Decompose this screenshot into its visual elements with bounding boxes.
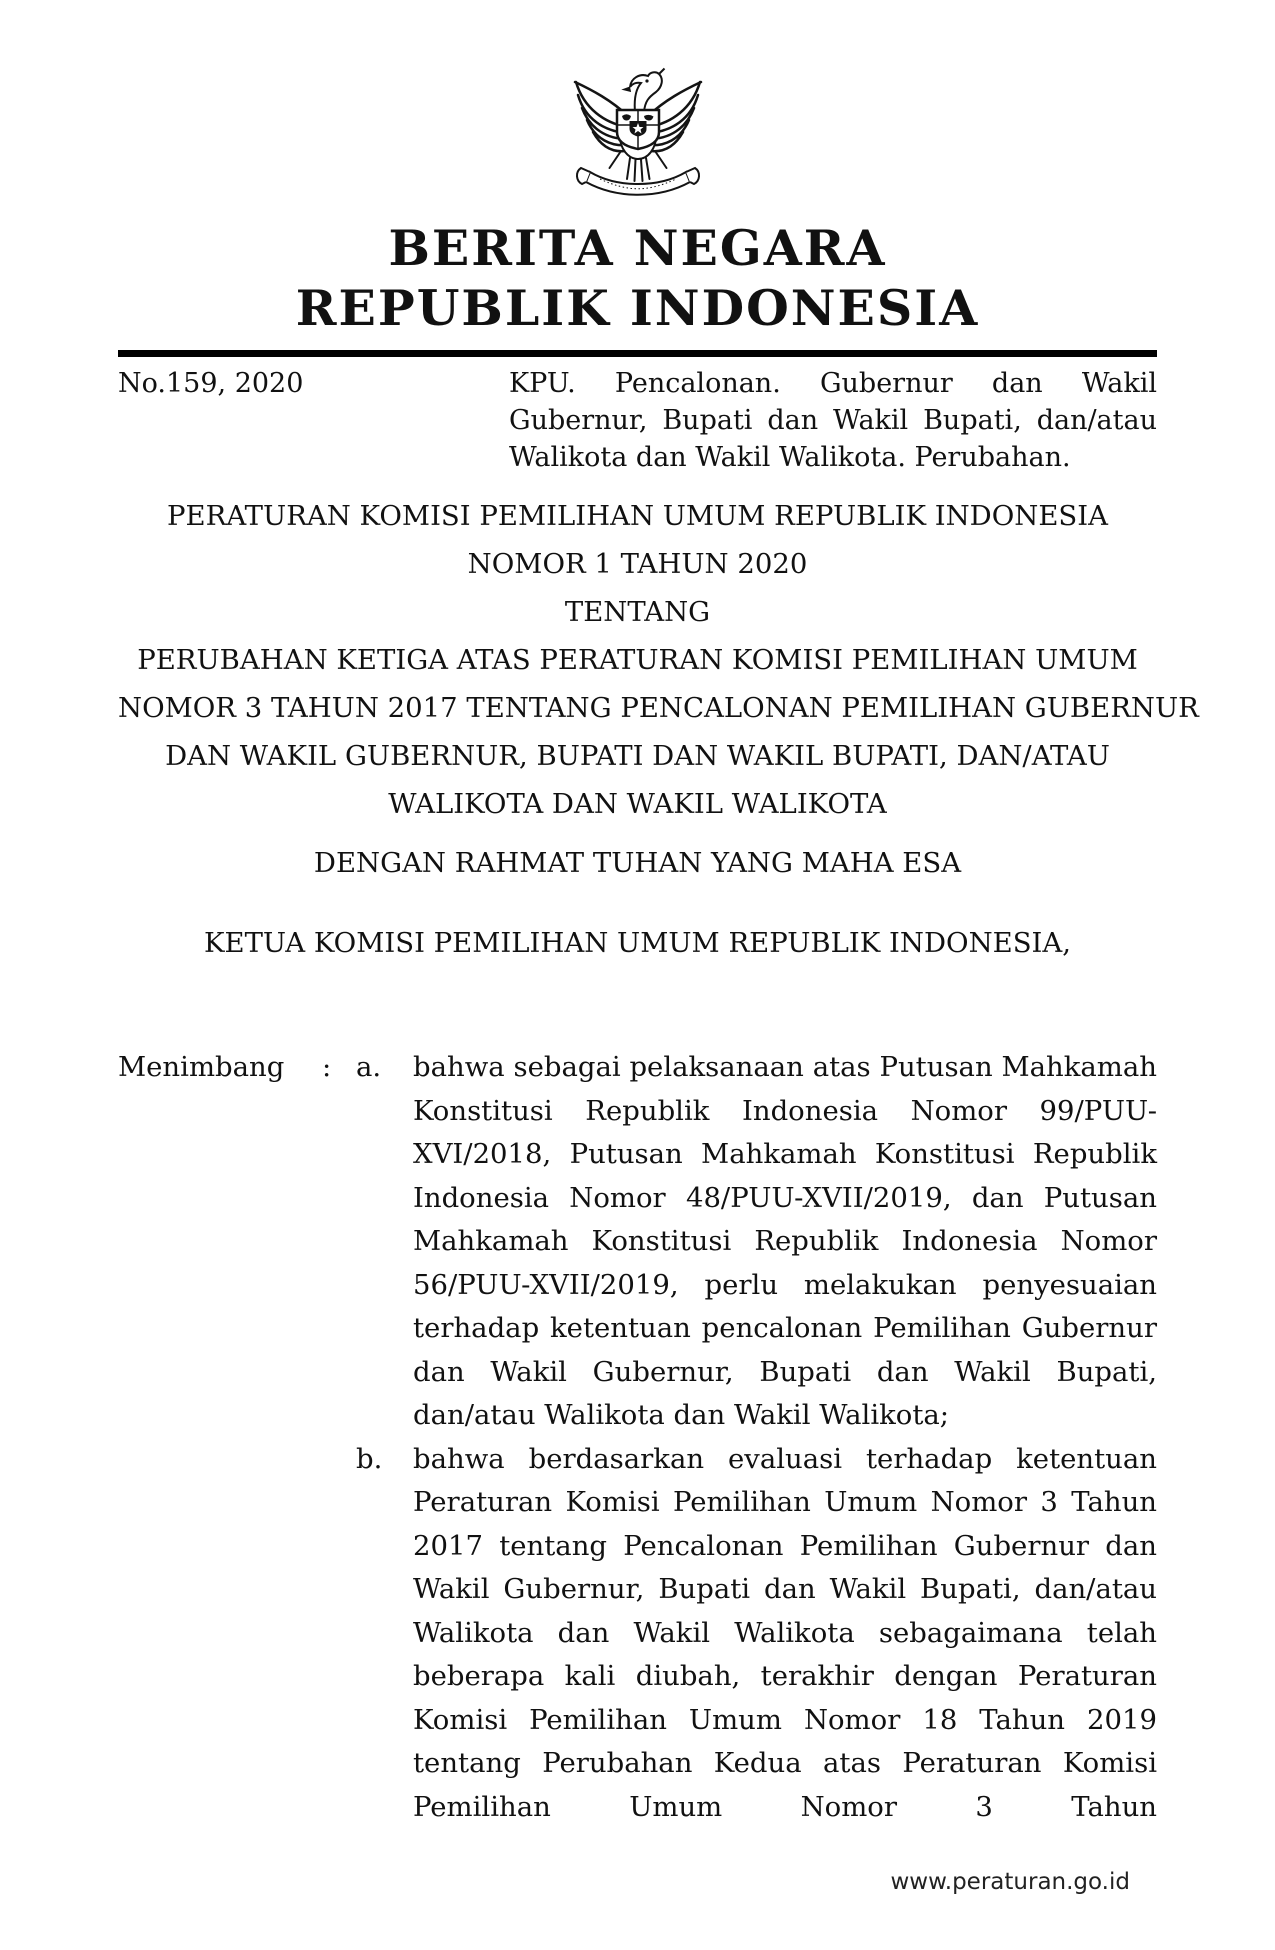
considerations-label: Menimbang (118, 1051, 285, 1083)
masthead-title-line2: REPUBLIK INDONESIA (295, 279, 980, 337)
masthead-title-line1: BERITA NEGARA (388, 219, 887, 277)
regulation-title-line: DAN WAKIL GUBERNUR, BUPATI DAN WAKIL BUPATI, DAN/ATAU (165, 740, 1110, 772)
footer-url: www.peraturan.go.id (890, 1869, 1130, 1895)
regulation-title-block (118, 492, 1199, 828)
regulation-title-line: NOMOR 3 TAHUN 2017 TENTANG PENCALONAN PEMILIHAN GUBERNUR (118, 692, 1199, 724)
consideration-item-text: bahwa berdasarkan evaluasi terhadap ketentuan Peraturan Komisi Pemilihan Umum Nomor 3 Tahun 2017 tentang Pencalonan Pemilihan Gubernur dan Wakil Gubernur, Bupati dan Wakil Bupati, dan/atau Walikota dan Wakil Walikota sebagaimana telah beberapa kali diubah, terakhir dengan Peraturan Komisi Pemilihan Umum Nomor 18 Tahun 2019 tentang Perubahan Kedua atas Peraturan Komisi Pemilihan Umum Nomor 3 Tahun (413, 1442, 1157, 1823)
regulation-title-line: PERATURAN KOMISI PEMILIHAN UMUM REPUBLIK INDONESIA (167, 500, 1108, 532)
regulation-title-line: PERUBAHAN KETIGA ATAS PERATURAN KOMISI PEMILIHAN UMUM (137, 644, 1138, 676)
gazette-meta-row (118, 365, 1157, 476)
consideration-item-marker: b. (356, 1442, 383, 1475)
regulation-title-line: WALIKOTA DAN WAKIL WALIKOTA (388, 788, 887, 820)
regulation-title-line: NOMOR 1 TAHUN 2020 (467, 548, 808, 580)
subject-abstract: KPU. Pencalonan. Gubernur dan Wakil Gubernur, Bupati dan Wakil Bupati, dan/atau Walikota dan Wakil Walikota. Perubahan. (509, 368, 1157, 473)
considerations-colon: : (322, 1051, 332, 1083)
invocation-line: DENGAN RAHMAT TUHAN YANG MAHA ESA (313, 847, 962, 879)
regulation-title-line: TENTANG (564, 596, 711, 628)
considerations-section (118, 1046, 1157, 1829)
consideration-item-text: bahwa sebagai pelaksanaan atas Putusan Mahkamah Konstitusi Republik Indonesia Nomor 99/PUU-XVI/2018, Putusan Mahkamah Konstitusi Republik Indonesia Nomor 48/PUU-XVII/2019, dan Putusan Mahkamah Konstitusi Republik Indonesia Nomor 56/PUU-XVII/2019, perlu melakukan penyesuaian terhadap ketentuan pencalonan Pemilihan Gubernur dan Wakil Gubernur, Bupati dan Wakil Bupati, dan/atau Walikota dan Wakil Walikota; (413, 1051, 1157, 1431)
garuda-pancasila-emblem (561, 52, 715, 204)
issuer-line: KETUA KOMISI PEMILIHAN UMUM REPUBLIK INDONESIA, (203, 927, 1072, 959)
gazette-number: No.159, 2020 (118, 368, 304, 399)
consideration-item-marker: a. (356, 1051, 382, 1083)
masthead-rule (118, 350, 1157, 357)
